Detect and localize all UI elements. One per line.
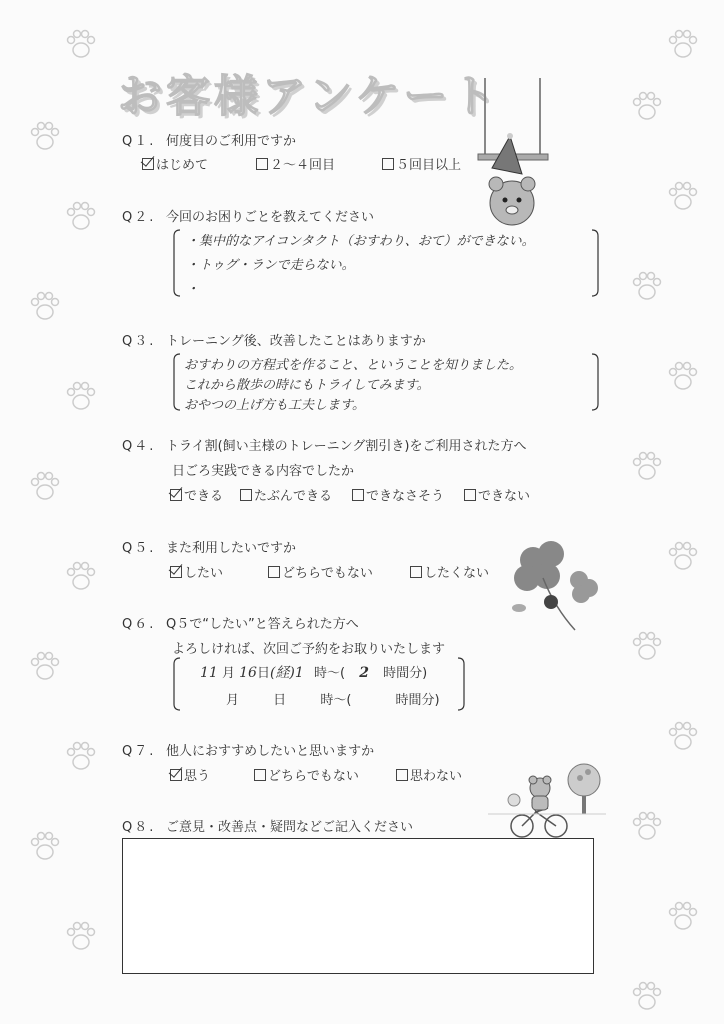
day-label: 日 xyxy=(273,693,287,708)
q3-question xyxy=(122,330,426,349)
paw-print-icon xyxy=(28,830,62,864)
checkbox[interactable] xyxy=(396,769,408,781)
checkbox-checked[interactable] xyxy=(142,158,154,170)
day-value[interactable]: 16 xyxy=(239,665,257,681)
q8-text: ご意見・改善点・疑問などご記入ください xyxy=(166,820,414,835)
hour-label: 時～( xyxy=(313,666,346,681)
paw-print-icon xyxy=(28,290,62,324)
paw-print-icon xyxy=(666,720,700,754)
paw-print-icon xyxy=(64,740,98,774)
q1-option-3[interactable] xyxy=(382,154,461,173)
month-label: 月 xyxy=(221,666,235,681)
option-label: はじめて xyxy=(156,158,209,173)
paw-print-icon xyxy=(630,810,664,844)
duration-label: 時間分) xyxy=(395,693,440,708)
q1-option-1[interactable] xyxy=(142,154,208,173)
checkbox[interactable] xyxy=(254,769,266,781)
q1-text: 何度目のご利用ですか xyxy=(166,134,297,149)
paw-print-icon xyxy=(64,560,98,594)
day-label: 日 xyxy=(256,666,270,681)
bear-swing-illustration xyxy=(470,78,560,238)
option-label: ２～４回目 xyxy=(270,158,336,173)
q4-number: Q４. xyxy=(122,439,156,454)
checkbox[interactable] xyxy=(464,489,476,501)
q4-option-3[interactable] xyxy=(352,485,444,504)
q2-answer-3: ・ xyxy=(186,282,200,297)
q4-text: トライ割(飼い主様のトレーニング割引き)をご利用された方へ xyxy=(166,439,527,454)
checkbox-checked[interactable] xyxy=(170,769,182,781)
q6-text: Q５で“したい”と答えられた方へ xyxy=(166,617,359,632)
q5-option-2[interactable] xyxy=(268,562,373,581)
paw-print-icon xyxy=(666,900,700,934)
paw-print-icon xyxy=(630,980,664,1014)
option-label: ５回目以上 xyxy=(396,158,462,173)
option-label: したい xyxy=(184,566,224,581)
q6-number: Q６. xyxy=(122,617,156,632)
paw-print-icon xyxy=(28,650,62,684)
option-label: どちらでもない xyxy=(268,769,359,784)
q2-answer-2: ・トゥグ・ランで走らない。 xyxy=(186,258,355,273)
paw-print-icon xyxy=(666,28,700,62)
checkbox-checked[interactable] xyxy=(170,566,182,578)
paw-print-icon xyxy=(64,920,98,954)
q6-reservation-row-1[interactable] xyxy=(200,662,427,682)
checkbox[interactable] xyxy=(410,566,422,578)
q7-question xyxy=(122,740,374,759)
paw-print-icon xyxy=(666,360,700,394)
q3-answer-3: おやつの上げ方も工夫します。 xyxy=(184,398,365,413)
hour-value[interactable]: 1 xyxy=(294,665,304,681)
option-label: できなさそう xyxy=(366,489,445,504)
q5-option-3[interactable] xyxy=(410,562,489,581)
page-title: お客様アンケート xyxy=(118,71,500,122)
q4-subquestion: 日ごろ実践できる内容でしたか xyxy=(172,464,355,479)
paw-print-icon xyxy=(630,90,664,124)
q1-number: Q１. xyxy=(122,134,156,149)
checkbox[interactable] xyxy=(240,489,252,501)
option-label: できる xyxy=(184,489,224,504)
q4-option-1[interactable] xyxy=(170,485,223,504)
q5-question xyxy=(122,537,296,556)
paw-print-icon xyxy=(64,28,98,62)
paw-print-icon xyxy=(666,540,700,574)
month-label: 月 xyxy=(226,693,240,708)
option-label: たぶんできる xyxy=(254,489,333,504)
handwritten-note: (経) xyxy=(269,665,295,681)
paw-print-icon xyxy=(630,450,664,484)
checkbox[interactable] xyxy=(352,489,364,501)
q7-option-1[interactable] xyxy=(170,765,210,784)
q5-option-1[interactable] xyxy=(170,562,223,581)
q3-number: Q３. xyxy=(122,334,156,349)
paw-print-icon xyxy=(28,120,62,154)
bear-bicycle-illustration xyxy=(488,750,608,842)
comment-textarea[interactable] xyxy=(122,838,594,974)
month-value[interactable]: 11 xyxy=(200,665,218,681)
paw-print-icon xyxy=(666,180,700,214)
option-label: どちらでもない xyxy=(282,566,373,581)
option-label: 思わない xyxy=(410,769,463,784)
q8-number: Q８. xyxy=(122,820,156,835)
q4-question xyxy=(122,435,527,454)
q6-reservation-row-2[interactable] xyxy=(226,689,440,708)
q1-question xyxy=(122,130,296,149)
q3-text: トレーニング後、改善したことはありますか xyxy=(166,334,426,349)
q5-text: また利用したいですか xyxy=(166,541,297,556)
q4-option-2[interactable] xyxy=(240,485,332,504)
q2-number: Q２. xyxy=(122,210,156,225)
checkbox[interactable] xyxy=(268,566,280,578)
q6-question xyxy=(122,613,359,632)
q4-option-4[interactable] xyxy=(464,485,530,504)
q3-answer-1: おすわりの方程式を作ること、ということを知りました。 xyxy=(184,358,523,373)
duration-value[interactable]: 2 xyxy=(359,665,369,681)
q1-option-2[interactable] xyxy=(256,154,335,173)
paw-print-icon xyxy=(64,200,98,234)
duration-label: 時間分) xyxy=(383,666,428,681)
q7-option-3[interactable] xyxy=(396,765,462,784)
checkbox[interactable] xyxy=(256,158,268,170)
q2-answer-1: ・集中的なアイコンタクト（おすわり、おて）ができない。 xyxy=(186,234,535,249)
checkbox[interactable] xyxy=(382,158,394,170)
q7-option-2[interactable] xyxy=(254,765,359,784)
clover-illustration xyxy=(505,538,605,638)
option-label: 思う xyxy=(184,769,211,784)
q7-number: Q７. xyxy=(122,744,156,759)
q3-answer-2: これから散歩の時にもトライしてみます。 xyxy=(184,378,430,393)
paw-print-icon xyxy=(630,630,664,664)
checkbox-checked[interactable] xyxy=(170,489,182,501)
option-label: したくない xyxy=(424,566,490,581)
q8-question xyxy=(122,816,413,835)
q7-text: 他人におすすめしたいと思いますか xyxy=(166,744,375,759)
q2-text: 今回のお困りごとを教えてください xyxy=(166,210,375,225)
paw-print-icon xyxy=(28,470,62,504)
q5-number: Q５. xyxy=(122,541,156,556)
q6-subquestion: よろしければ、次回ご予約をお取りいたします xyxy=(172,642,446,657)
hour-label: 時～( xyxy=(320,693,352,708)
paw-print-icon xyxy=(64,380,98,414)
option-label: できない xyxy=(478,489,531,504)
paw-print-icon xyxy=(630,270,664,304)
q2-question xyxy=(122,206,374,225)
